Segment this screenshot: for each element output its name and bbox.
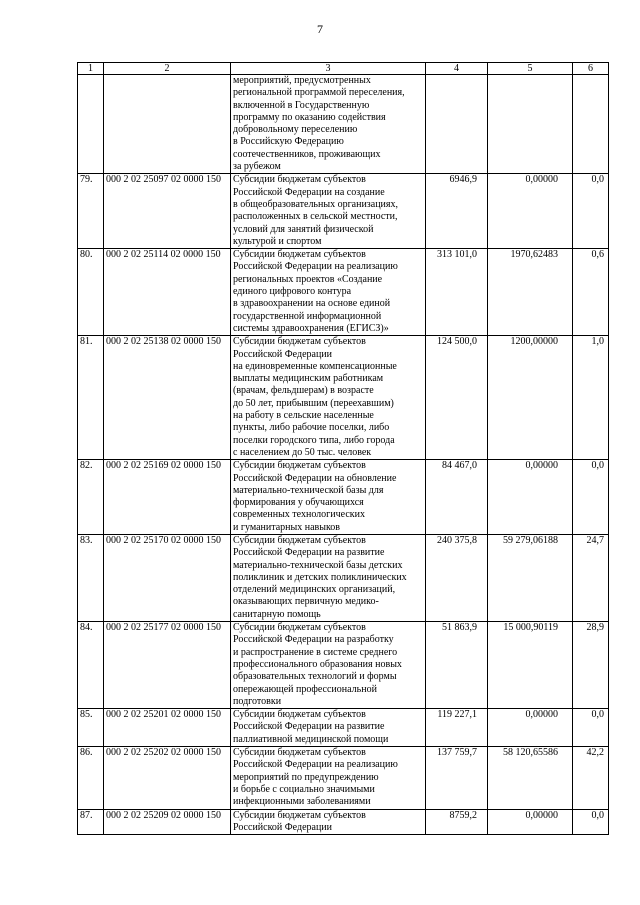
continuation-name: мероприятий, предусмотренных региональной программой переселения, включенной в Государственную программу по оказанию содействия добровольному переселению в Российскую Федерацию соотечественников, проживающих за рубежом	[231, 75, 426, 174]
continuation-pct	[573, 75, 609, 174]
plan-amount: 6946,9	[426, 174, 488, 249]
budget-code: 000 2 02 25114 02 0000 150	[104, 249, 231, 336]
percent-executed: 42,2	[573, 747, 609, 809]
table-row	[78, 249, 609, 336]
budget-table	[77, 62, 609, 835]
header-cell-1: 1	[78, 63, 104, 75]
table-row	[78, 622, 609, 709]
header-cell-4: 4	[426, 63, 488, 75]
plan-amount: 84 467,0	[426, 460, 488, 535]
budget-code: 000 2 02 25201 02 0000 150	[104, 709, 231, 747]
fact-amount: 0,00000	[488, 460, 573, 535]
row-name: Субсидии бюджетам субъектов Российской Федерации на создание в общеобразовательных организациях, расположенных в сельской местности, условий для занятий физической культурой и спортом	[231, 174, 426, 249]
continuation-code	[104, 75, 231, 174]
table-row	[78, 709, 609, 747]
row-name: Субсидии бюджетам субъектов Российской Федерации на реализацию региональных проектов «Создание единого цифрового контура в здравоохранении на основе единой государственной информационной системы здравоохранения (ЕГИСЗ)»	[231, 249, 426, 336]
row-number: 86.	[78, 747, 104, 809]
plan-amount: 8759,2	[426, 809, 488, 835]
fact-amount: 1970,62483	[488, 249, 573, 336]
row-name: Субсидии бюджетам субъектов Российской Федерации на единовременные компенсационные выплаты медицинским работникам (врачам, фельдшерам) в возрасте до 50 лет, прибывшим (переехавшим) на работу в сельские населенные пункты, либо рабочие поселки, либо поселки городского типа, либо города с населением до 50 тыс. человек	[231, 336, 426, 460]
budget-code: 000 2 02 25177 02 0000 150	[104, 622, 231, 709]
percent-executed: 24,7	[573, 534, 609, 621]
continuation-n	[78, 75, 104, 174]
budget-code: 000 2 02 25138 02 0000 150	[104, 336, 231, 460]
row-name: Субсидии бюджетам субъектов Российской Федерации	[231, 809, 426, 835]
percent-executed: 0,0	[573, 709, 609, 747]
continuation-fact	[488, 75, 573, 174]
row-number: 81.	[78, 336, 104, 460]
row-name: Субсидии бюджетам субъектов Российской Федерации на развитие паллиативной медицинской помощи	[231, 709, 426, 747]
plan-amount: 313 101,0	[426, 249, 488, 336]
budget-code: 000 2 02 25170 02 0000 150	[104, 534, 231, 621]
header-row	[78, 63, 609, 75]
header-cell-6: 6	[573, 63, 609, 75]
plan-amount: 137 759,7	[426, 747, 488, 809]
page-number: 7	[317, 22, 323, 36]
plan-amount: 119 227,1	[426, 709, 488, 747]
header-cell-3: 3	[231, 63, 426, 75]
continuation-row	[78, 75, 609, 174]
header-cell-2: 2	[104, 63, 231, 75]
percent-executed: 0,0	[573, 174, 609, 249]
budget-code: 000 2 02 25202 02 0000 150	[104, 747, 231, 809]
budget-code: 000 2 02 25097 02 0000 150	[104, 174, 231, 249]
table-row	[78, 336, 609, 460]
fact-amount: 0,00000	[488, 174, 573, 249]
row-number: 83.	[78, 534, 104, 621]
percent-executed: 0,6	[573, 249, 609, 336]
percent-executed: 0,0	[573, 809, 609, 835]
fact-amount: 59 279,06188	[488, 534, 573, 621]
plan-amount: 124 500,0	[426, 336, 488, 460]
row-number: 87.	[78, 809, 104, 835]
fact-amount: 0,00000	[488, 709, 573, 747]
table-row	[78, 747, 609, 809]
row-name: Субсидии бюджетам субъектов Российской Федерации на реализацию мероприятий по предупреждению и борьбе с социально значимыми инфекционными заболеваниями	[231, 747, 426, 809]
row-number: 82.	[78, 460, 104, 535]
table-row	[78, 174, 609, 249]
table-row	[78, 809, 609, 835]
budget-code: 000 2 02 25169 02 0000 150	[104, 460, 231, 535]
fact-amount: 1200,00000	[488, 336, 573, 460]
plan-amount: 240 375,8	[426, 534, 488, 621]
percent-executed: 28,9	[573, 622, 609, 709]
row-name: Субсидии бюджетам субъектов Российской Федерации на разработку и распространение в системе среднего профессионального образования новых образовательных технологий и формы опережающей профессиональной подготовки	[231, 622, 426, 709]
percent-executed: 0,0	[573, 460, 609, 535]
table-row	[78, 534, 609, 621]
fact-amount: 15 000,90119	[488, 622, 573, 709]
row-name: Субсидии бюджетам субъектов Российской Федерации на обновление материально-технической базы для формирования у обучающихся современных технологических и гуманитарных навыков	[231, 460, 426, 535]
row-name: Субсидии бюджетам субъектов Российской Федерации на развитие материально-технической базы детских поликлиник и детских поликлинических отделений медицинских организаций, оказывающих первичную медико- санитарную помощь	[231, 534, 426, 621]
table-row	[78, 460, 609, 535]
row-number: 84.	[78, 622, 104, 709]
row-number: 79.	[78, 174, 104, 249]
fact-amount: 58 120,65586	[488, 747, 573, 809]
continuation-plan	[426, 75, 488, 174]
fact-amount: 0,00000	[488, 809, 573, 835]
plan-amount: 51 863,9	[426, 622, 488, 709]
row-number: 80.	[78, 249, 104, 336]
row-number: 85.	[78, 709, 104, 747]
percent-executed: 1,0	[573, 336, 609, 460]
budget-code: 000 2 02 25209 02 0000 150	[104, 809, 231, 835]
header-cell-5: 5	[488, 63, 573, 75]
